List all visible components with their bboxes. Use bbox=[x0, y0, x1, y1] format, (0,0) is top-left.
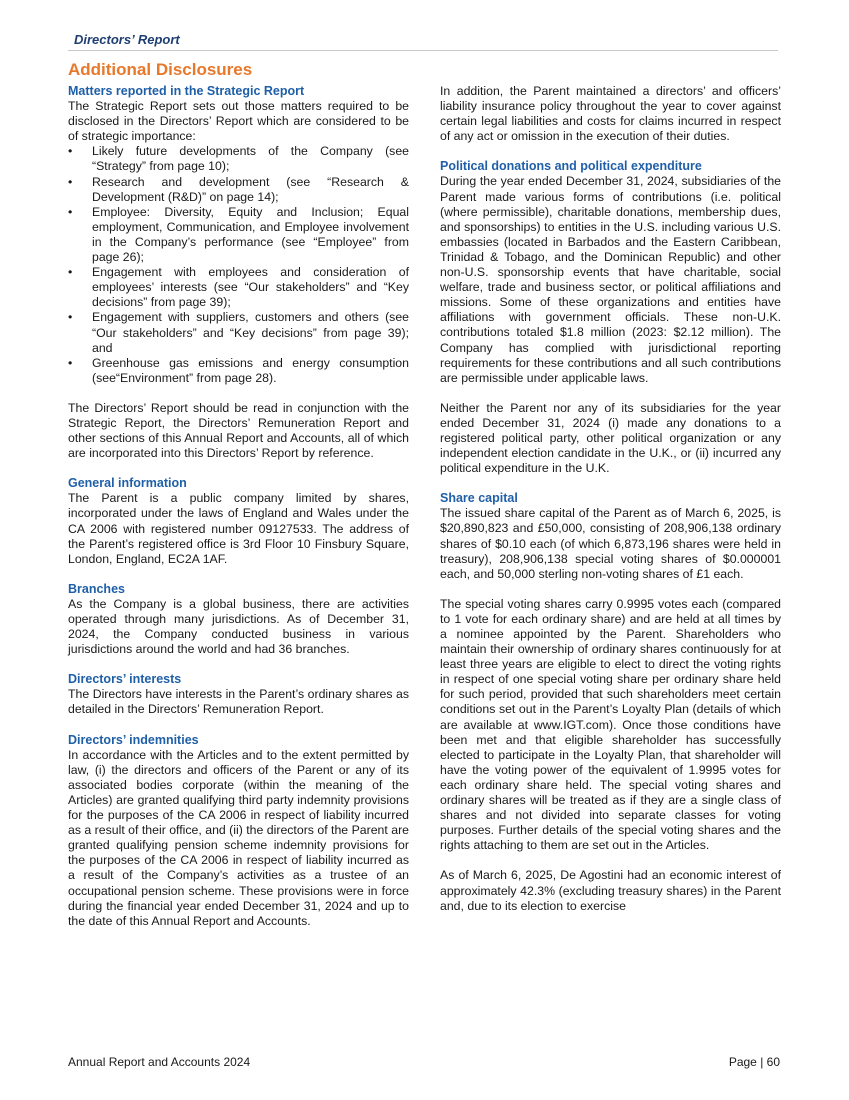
right-column bbox=[440, 84, 781, 914]
heading-directors-indemnities: Directors’ indemnities bbox=[68, 732, 199, 747]
de-agostini-body: As of March 6, 2025, De Agostini had an economic interest of approximately 42.3% (excluding treasury shares) in the Parent and, due to its election to exercise bbox=[440, 868, 781, 913]
list-item: • Research and development (see “Research & Development (R&D)” on page 14); bbox=[68, 175, 409, 205]
heading-share-capital: Share capital bbox=[440, 491, 518, 506]
heading-political-donations: Political donations and political expenditure bbox=[440, 159, 702, 174]
general-information-body: The Parent is a public company limited by shares, incorporated under the laws of England and Wales under the CA 2006 with registered number 09127533. The address of the Parent’s registered office is 3rd Floor 10 Finsbury Square, London, England, EC2A 1AF. bbox=[68, 491, 409, 566]
list-item: • Engagement with employees and consideration of employees’ interests (see “Our stakeholders” and “Key decisions” from page 39); bbox=[68, 265, 409, 310]
heading-directors-interests: Directors’ interests bbox=[68, 672, 182, 687]
share-capital-body: The issued share capital of the Parent as of March 6, 2025, is $20,890,823 and £50,000, consisting of 208,906,138 ordinary shares of $0.10 each (of which 6,873,196 shares were held in treasury), 208,906,138 special voting shares of $0.000001 each, and 50,000 sterling non-voting shares of £1 each. bbox=[440, 506, 781, 581]
directors-interests-body: The Directors have interests in the Parent’s ordinary shares as detailed in the Directors’ Remuneration Report. bbox=[68, 687, 409, 717]
directors-indemnities-body: In accordance with the Articles and to the extent permitted by law, (i) the directors and officers of the Parent or any of its associated bodies corporate (within the meaning of the Articles) are granted qualifying third party indemnity provisions for the purposes of the CA 2006 in respect of liability incurred as a result of their office, and (ii) the directors of the Parent are granted qualifying pension scheme indemnity provisions for the purposes of the CA 2006 in respect of liability incurred as a result of the Company’s activities as a trustee of an occupational pension scheme. These provisions were in force during the financial year ended December 31, 2024 and up to the date of this Annual Report and Accounts. bbox=[68, 747, 409, 928]
branches-body: As the Company is a global business, there are activities operated through many jurisdictions. As of December 31, 2024, the Company conducted business in various jurisdictions around the world and had 36 branches. bbox=[68, 596, 409, 657]
left-column bbox=[68, 84, 409, 929]
insurance-body: In addition, the Parent maintained a directors’ and officers’ liability insurance policy throughout the year to cover against certain legal liabilities and costs for claims incurred in respect of any act or omission in the execution of their duties. bbox=[440, 84, 781, 144]
list-item: • Likely future developments of the Company (see “Strategy” from page 10); bbox=[68, 144, 409, 174]
political-expenditure-body: Neither the Parent nor any of its subsidiaries for the year ended December 31, 2024 (i) made any donations to a registered political party, other political organization or any independent election candidate in the U.K., or (ii) incurred any political expenditure in the U.K. bbox=[440, 400, 781, 476]
header-divider bbox=[68, 50, 778, 51]
section-title: Additional Disclosures bbox=[68, 60, 253, 79]
heading-branches: Branches bbox=[68, 581, 125, 596]
heading-strategic: Matters reported in the Strategic Report bbox=[68, 84, 305, 98]
strategic-bullet-list bbox=[68, 144, 409, 386]
special-voting-shares-body: The special voting shares carry 0.9995 votes each (compared to 1 vote for each ordinary share) and are held at all times by a nominee appointed by the Parent. Shareholders who maintain their ownership of ordinary shares continuously for at least three years are eligible to elect to direct the voting rights in respect of one special voting share per ordinary share held for such period, provided that such shareholders meet certain conditions set out in the Parent’s Loyalty Plan (details of which are available at www.IGT.com). Once those conditions have been met and that eligible shareholder has successfully elected to participate in the Loyalty Plan, that shareholder will have the voting power of the equivalent of 1.9995 votes for each ordinary share held. The special voting shares and ordinary shares will be treated as if they are a single class of shares and not divided into separate classes for voting purposes. Further details of the special voting shares and the rights attaching to them are set out in the Articles. bbox=[440, 596, 781, 853]
running-header: Directors’ Report bbox=[74, 32, 180, 47]
footer-report-title: Annual Report and Accounts 2024 bbox=[68, 1055, 251, 1069]
strategic-intro: The Strategic Report sets out those matters required to be disclosed in the Directors’ Report which are considered to be of strategic importance: bbox=[68, 99, 409, 144]
list-item: • Employee: Diversity, Equity and Inclusion; Equal employment, Communication, and Employee involvement in the Company’s performance (see “Employee” from page 26); bbox=[68, 205, 409, 265]
list-item: • Engagement with suppliers, customers and others (see “Our stakeholders” and “Key decisions” from page 39); and bbox=[68, 310, 409, 355]
strategic-closing: The Directors’ Report should be read in conjunction with the Strategic Report, the Directors’ Remuneration Report and other sections of this Annual Report and Accounts, all of which are incorporated into this Directors’ Report by reference. bbox=[68, 400, 409, 461]
page-number: Page | 60 bbox=[728, 1055, 780, 1069]
list-item: • Greenhouse gas emissions and energy consumption (see“Environment” from page 28). bbox=[68, 356, 409, 386]
heading-general-information: General information bbox=[68, 476, 187, 491]
political-donations-body: During the year ended December 31, 2024, subsidiaries of the Parent made various forms of contributions (i.e. political (where permissible), charitable donations, membership dues, and sponsorships) to entities in the U.S. including various U.S. embassies (located in Barbados and the Eastern Caribbean, Trinidad & Tobago, and the Dominican Republic) and other non-U.S. sponsorship events that have charitable, social welfare, trade and business sector, or political affiliations and missions. Some of these organizations and entities have affiliations with government officials. These non-U.K. contributions totaled $1.8 million (2023: $2.12 million). The Company has complied with jurisdictional reporting requirements for these contributions and all such contributions are permissible under applicable laws. bbox=[440, 174, 781, 385]
